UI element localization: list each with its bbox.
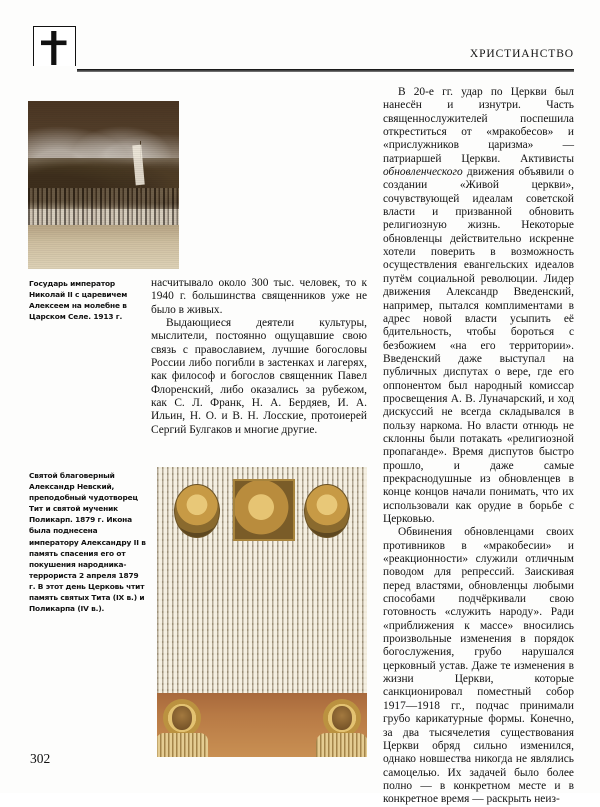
figure-caption-icon: Святой благоверный Александр Невский, преподобный чудотворец Тит и святой мученик Поликарп. 1879 г. Икона была поднесена императору Александру II в память спасения его от покушения народника-террориста 2 апреля 1879 г. В этот день Церковь чтит память святых Тита (IX в.) и Поликарпа (IV в.). (29, 471, 146, 614)
icon-saint-left-face (172, 706, 192, 730)
icon-theotokos-center (233, 479, 295, 541)
header-divider-mask (33, 66, 77, 72)
paragraph: Обвинения обновленцами своих противников в «мракобесии» и «реакционности» служили отличным поводом для репрессий. Заискивая перед властями, обновленцы любыми способами подчёркивали свою готовность «служить народу». Ради «приближения к массе» вносились произвольные изменения в порядок богослужения, грубо нарушался церковный устав. Даже те изменения в жизни Церкви, которые санкционировал поместный собор 1917—1918 гг., подчас принимали грубо карикатурные формы. Конечно, за два тысячелетия существования Церкви обряд сильно изменился, однако новшества никогда не являлись самоцелью. Их задачей было более полно — в конкретном месте и в конкретное время — раскрыть неиз- (383, 526, 574, 806)
body-column-middle (151, 277, 367, 437)
header-divider (33, 69, 574, 72)
icon-alexander-nevsky (157, 467, 367, 757)
photo-grain-overlay (28, 101, 179, 269)
icon-saint-left-body (157, 733, 208, 757)
photograph-nicholas-ii (28, 101, 179, 269)
page-header (0, 0, 600, 80)
icon-saint-right-face (332, 706, 352, 730)
icon-medallion-left (174, 484, 220, 538)
paragraph: В 20-е гг. удар по Церкви был нанесён и изнутри. Часть священнослужителей поспешила откреститься от «мракобесов» и «прислужников царизма» — патриаршей Церкви. Активисты обновленческого движения объявили о создании «Живой церкви», сочувствующей идеалам советской власти и призванной обновить религиозную жизнь. Некоторые обновленцы действительно искренне хотели поверить в возможность осуществления евангельских идеалов путём социальной революции. Лидер движения Александр Введенский, например, пытался комплиментами в адрес новой власти усыпить её бдительность, чтобы бороться с безбожием «на его территории». Введенский даже выступал на публичных диспутах о вере, где его оппонентом был народный комиссар просвещения А. В. Луначарский, и ход дискуссий не всегда складывался в пользу наркома. Но власти отнюдь не склонны были потакать «религиозной пропаганде». Время диспутов быстро прошло, и даже самые прекраснодушные из обновленцев в конце концов начали понимать, что их использовали как орудие в борьбе с Церковью. (383, 86, 574, 525)
paragraph: насчитывало около 300 тыс. человек, то к 1940 г. большинства священников уже не было в живых. (151, 277, 367, 316)
body-column-right (383, 86, 574, 807)
icon-saint-right-body (316, 733, 367, 757)
figure-caption-photograph: Государь император Николай II с царевичем Алексеем на молебне в Царском Селе. 1913 г. (29, 279, 128, 322)
paragraph: Выдающиеся деятели культуры, мыслители, постоянно ощущавшие свою связь с православием, лучшие богословы России либо погибли в застенках и лагерях, как философ и богослов священник Павел Флоренский, либо оказались за рубежом, как С. Л. Франк, Н. А. Бердяев, И. А. Ильин, Н. О. и В. Н. Лосские, протоиерей Сергий Булгаков и многие другие. (151, 317, 367, 436)
page-number: 302 (30, 751, 51, 766)
cross-icon (33, 26, 76, 71)
page-title: ХРИСТИАНСТВО (469, 48, 574, 60)
